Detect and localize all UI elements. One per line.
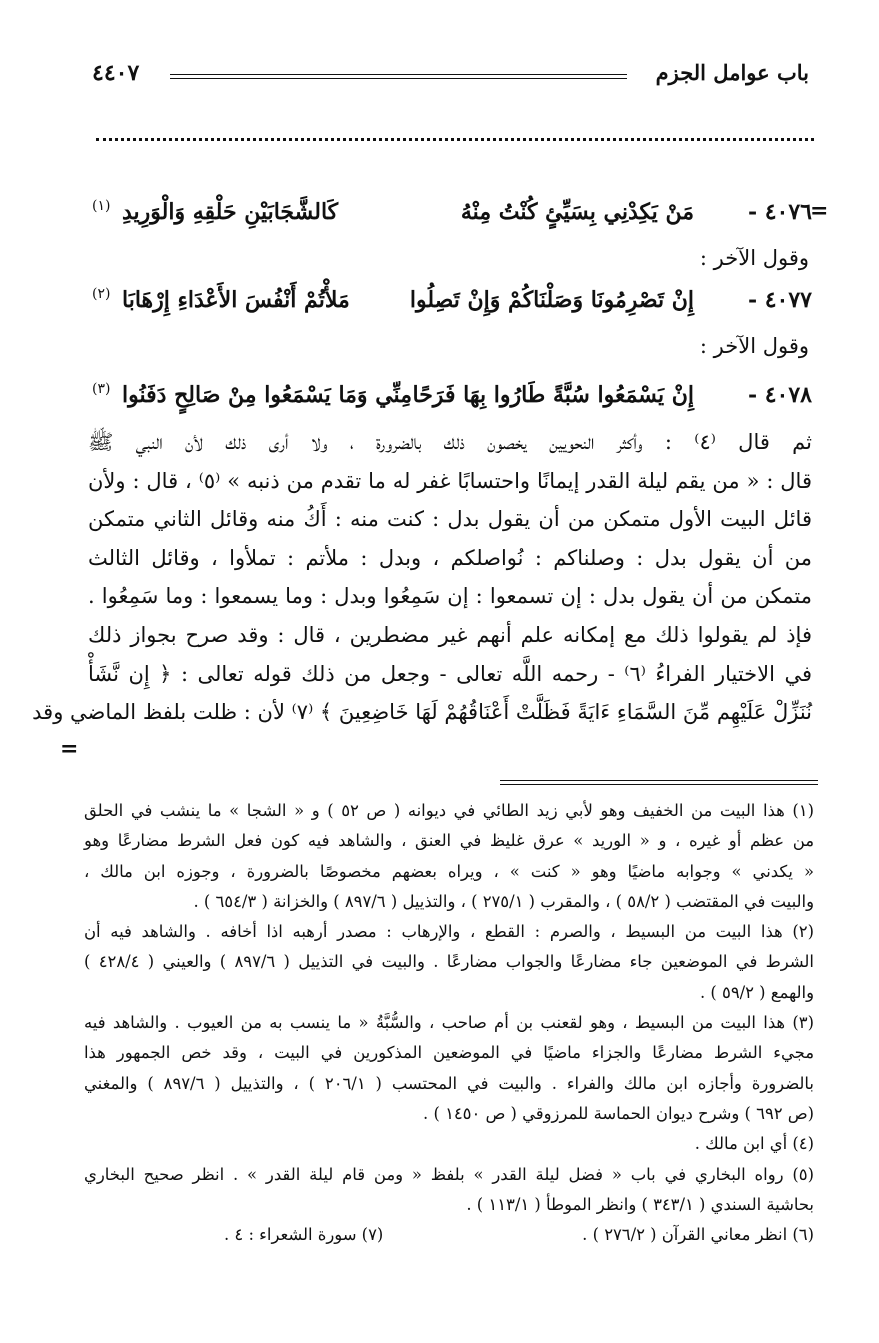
- poem-verse-4078: [92, 377, 812, 417]
- footnote-3-line: (٣) هذا البيت من البسيط ، وهو لقعنب بن أم صاحب ، والسُّبَّةُ « ما ينسب به من العيوب . والشاهد فيه: [84, 1013, 814, 1033]
- footnotes: [84, 796, 814, 1250]
- page-header: [92, 60, 809, 90]
- body-line: ثم قال ⁽٤⁾ : وأكثر النحويين يخصون ذلك بالضرورة ، ولا أرى ذلك لأن النبي ﷺ: [88, 430, 812, 454]
- dotted-separator: [96, 138, 814, 147]
- verse-intro: وقول الآخر :: [699, 334, 809, 358]
- footnote-5-line: بحاشية السندي ( ٣٤٣/١ ) وانظر الموطأ ( ١١٣/١ ) .: [466, 1194, 814, 1214]
- footnote-3-line: مجيء الشرط مضارعًا والجزاء ماضيًا في الموضعين المذكورين في البيت ، وقد خص الجمهور هذا: [84, 1043, 814, 1063]
- footnote-1-line: والبيت في المقتضب ( ٥٨/٢ ) ، والمقرب ( ٢٧٥/١ ) ، والتذييل ( ٨٩٧/٦ ) والخزانة ( ٦٥٤/٣ ) .: [193, 891, 814, 911]
- verse-hemistich-second: مِنِّي وَمَا يَسْمَعُوا مِنْ صَالِحٍ دَفَنُوا: [122, 382, 412, 408]
- verse-hemistich-first: إِنْ يَسْمَعُوا سُبَّةً طَارُوا بِهَا فَرَحًا: [412, 382, 694, 408]
- body-line: فإذ لم يقولوا ذلك مع إمكانه علم أنهم غير مضطرين ، قال : وقد صرح بجواز ذلك: [88, 622, 812, 647]
- body-line: نُنَزِّلْ عَلَيْهِم مِّنَ السَّمَاءِ ءَايَةً فَظَلَّتْ أَعْنَاقُهُمْ لَهَا خَاضِعِينَ ﴾ ⁽٧⁾ لأن : ظلت بلفظ الماضي وقد: [32, 700, 812, 725]
- verse-number: ٤٠٧٦ -: [747, 199, 812, 225]
- verse-hemistich-second: كَالشَّجَابَيْنِ حَلْقِهِ وَالْوَرِيدِ: [122, 199, 339, 225]
- verse-number: ٤٠٧٧ -: [747, 287, 812, 313]
- footnote-4: (٤) أي ابن مالك .: [694, 1134, 814, 1154]
- footnote-7: (٧) سورة الشعراء : ٤ .: [224, 1225, 384, 1245]
- footnote-6: (٦) انظر معاني القرآن ( ٢٧٦/٢ ) .: [582, 1225, 814, 1245]
- body-line: قال : « من يقم ليلة القدر إيمانًا واحتسابًا غفر له ما تقدم من ذنبه » ⁽٥⁾ ، قال : ولأن: [88, 468, 812, 493]
- poem-verse-4076: [92, 194, 812, 234]
- chapter-title: باب عوامل الجزم: [655, 60, 809, 85]
- header-rule: [170, 74, 627, 79]
- footnote-ref: (٣): [92, 381, 111, 397]
- footnote-1-line: من عظم أو غيره ، و « الوريد » عرق غليظ في العنق ، والشاهد فيه كون فعل الشرط مضارعًا وهو: [84, 831, 814, 851]
- verse-hemistich-first: مَنْ يَكِدْنِي بِسَيِّئٍ كُنْتُ مِنْهُ: [460, 199, 694, 225]
- footnote-ref: (١): [92, 198, 111, 214]
- footnote-2-line: (٢) هذا البيت من البسيط ، والصرم : القطع ، والإرهاب : مصدر أرهبه اذا أخافه . والشاهد فيه أن: [84, 922, 814, 942]
- footnotes-6-7: [84, 1220, 814, 1250]
- footnote-2-line: والهمع ( ٥٩/٢ ) .: [699, 982, 814, 1002]
- footnote-3-line: بالضرورة وأجازه ابن مالك والفراء . والبيت في المحتسب ( ٢٠٦/١ ) ، والتذييل ( ٨٩٧/٦ ) والمغني: [84, 1073, 814, 1093]
- footnote-3-line: (ص ٦٩٢ ) وشرح ديوان الحماسة للمرزوقي ( ص ١٤٥٠ ) .: [423, 1103, 814, 1123]
- body-line: من أن يقول بدل : وصلناكم : نُواصلكم ، وبدل : ملأتم : تملأوا ، وقائل الثالث: [88, 545, 812, 570]
- verse-number: ٤٠٧٨ -: [747, 382, 812, 408]
- footnote-1-line: « يكدني » وجوابه ماضيًا وهو « كنت » ، ويراه بعضهم مخصوصًا بالضرورة ، وجوزه ابن مالك ،: [84, 861, 814, 881]
- footnote-separator: [500, 780, 818, 785]
- poem-verse-4077: [92, 282, 812, 322]
- page-number: ٤٤٠٧: [92, 60, 140, 86]
- continuation-mark: =: [60, 736, 79, 762]
- footnote-ref: (٢): [92, 286, 111, 302]
- body-paragraph: [32, 423, 812, 732]
- body-line: في الاختيار الفراءُ ⁽٦⁾ - رحمه اللَّه تعالى - وجعل من ذلك قوله تعالى : ﴿ إِن نَّشَأْ: [88, 661, 812, 686]
- body-line: متمكن من أن يقول بدل : إن تسمعوا : إن سَمِعُوا وبدل : وما يسمعوا : وما سَمِعُوا .: [88, 584, 812, 609]
- verse-hemistich-second: مَلأْتُمْ أَنْفُسَ الأَعْدَاءِ إِرْهَابَا: [122, 287, 350, 313]
- verse-intro: وقول الآخر :: [699, 246, 809, 270]
- body-line: قائل البيت الأول متمكن من أن يقول بدل : كنت منه : أَكُ منه وقائل الثاني متمكن: [88, 507, 812, 532]
- footnote-5-line: (٥) رواه البخاري في باب « فضل ليلة القدر » بلفظ « ومن قام ليلة القدر » . انظر صحيح البخاري: [84, 1164, 814, 1184]
- footnote-1-line: (١) هذا البيت من الخفيف وهو لأبي زيد الطائي في ديوانه ( ص ٥٢ ) و « الشجا » ما ينشب في الحلق: [84, 801, 814, 820]
- continuation-mark: =: [810, 198, 829, 224]
- footnote-2-line: الشرط في الموضعين جاء مضارعًا والجواب مضارعًا . والبيت في التذييل ( ٨٩٧/٦ ) والعيني ( ٤٢٨/٤ ): [84, 952, 814, 972]
- verse-hemistich-first: إِنْ تَصْرِمُونَا وَصَلْنَاكُمْ وَإِنْ تَصِلُوا: [409, 287, 694, 313]
